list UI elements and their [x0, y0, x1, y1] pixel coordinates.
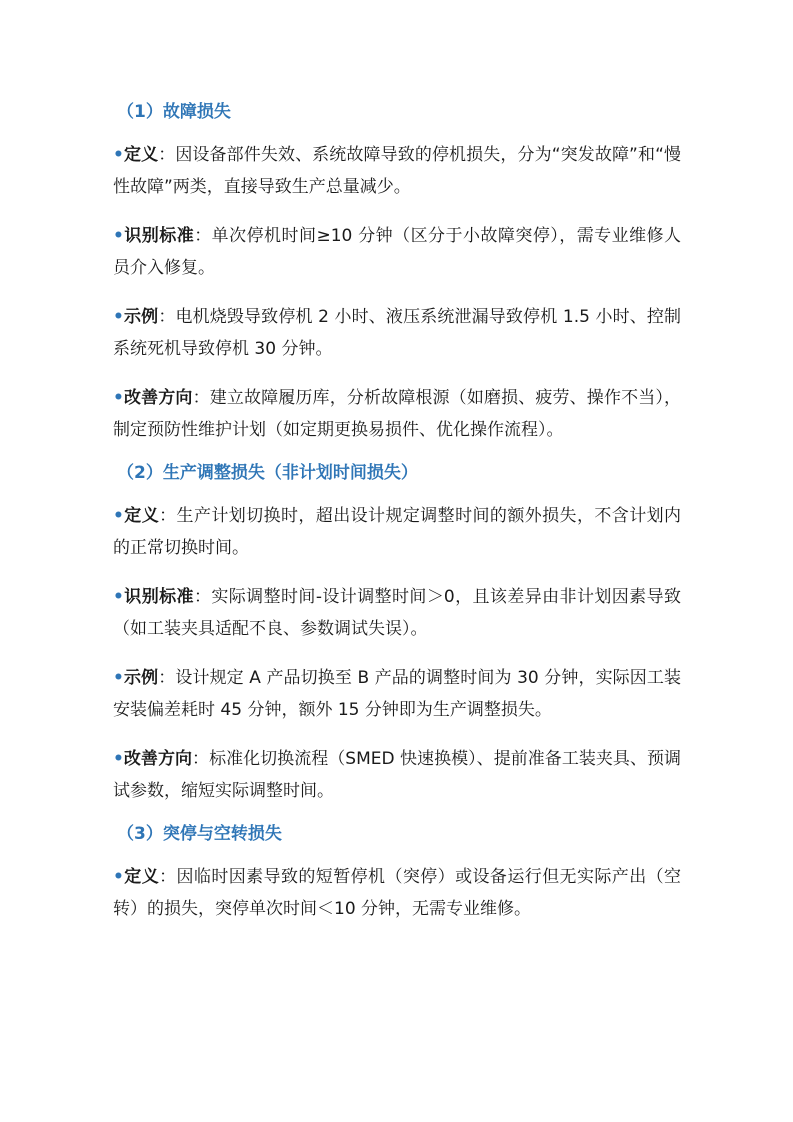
item-text: 电机烧毁导致停机 2 小时、液压系统泄漏导致停机 1.5 小时、控制系统死机导致停机 30 分钟。	[113, 307, 682, 359]
item-text: 设计规定 A 产品切换至 B 产品的调整时间为 30 分钟，实际因工装安装偏差耗时 45 分钟，额外 15 分钟即为生产调整损失。	[113, 668, 682, 720]
bullet-icon: •	[113, 749, 124, 769]
item-separator: ：	[192, 749, 210, 769]
bullet-icon: •	[113, 867, 124, 887]
list-item	[113, 743, 681, 807]
item-separator: ：	[158, 668, 176, 688]
bullet-icon: •	[113, 506, 124, 526]
item-text: 标准化切换流程（SMED 快速换模）、提前准备工装夹具、预调试参数，缩短实际调整时间。	[113, 749, 681, 801]
list-item	[113, 139, 681, 203]
item-label: 改善方向	[123, 749, 193, 769]
item-separator: ：	[159, 867, 177, 887]
item-text: 建立故障履历库，分析故障根源（如磨损、疲劳、操作不当），制定预防性维护计划（如定期更换易损件、优化操作流程）。	[113, 388, 682, 440]
item-text: 生产计划切换时，超出设计规定调整时间的额外损失，不含计划内的正常切换时间。	[113, 506, 682, 558]
item-text: 单次停机时间≥10 分钟（区分于小故障突停），需专业维修人员介入修复。	[113, 226, 682, 278]
document-body	[113, 96, 681, 936]
list-item	[113, 301, 681, 365]
list-item	[113, 662, 681, 726]
item-label: 示例	[123, 307, 159, 327]
item-label: 定义	[123, 867, 160, 887]
section-heading: （2）生产调整损失（非计划时间损失）	[117, 463, 418, 483]
item-label: 示例	[123, 668, 159, 688]
item-text: 实际调整时间-设计调整时间＞0，且该差异由非计划因素导致（如工装夹具适配不良、参数调试失误）。	[113, 587, 682, 639]
bullet-icon: •	[113, 145, 124, 165]
list-item	[113, 382, 681, 446]
item-text: 因设备部件失效、系统故障导致的停机损失，分为“突发故障”和“慢性故障”两类，直接导致生产总量减少。	[113, 145, 682, 197]
item-separator: ：	[193, 587, 212, 607]
item-separator: ：	[158, 145, 176, 165]
bullet-icon: •	[113, 388, 124, 408]
bullet-icon: •	[113, 587, 124, 607]
item-label: 定义	[123, 506, 160, 526]
list-item	[113, 500, 681, 564]
item-label: 定义	[123, 145, 159, 165]
bullet-icon: •	[113, 668, 124, 688]
item-label: 识别标准	[123, 587, 194, 607]
item-text: 因临时因素导致的短暂停机（突停）或设备运行但无实际产出（空转）的损失，突停单次时间＜10 分钟，无需专业维修。	[113, 867, 682, 919]
section-heading: （1）故障损失	[117, 102, 231, 122]
list-item	[113, 581, 681, 645]
item-label: 识别标准	[123, 226, 195, 246]
bullet-icon: •	[113, 307, 124, 327]
item-separator: ：	[194, 226, 212, 246]
item-label: 改善方向	[123, 388, 193, 408]
list-item	[113, 861, 681, 925]
item-separator: ：	[158, 307, 176, 327]
section-heading: （3）突停与空转损失	[117, 824, 282, 844]
list-item	[113, 220, 681, 284]
bullet-icon: •	[113, 226, 124, 246]
item-separator: ：	[192, 388, 210, 408]
item-separator: ：	[159, 506, 177, 526]
